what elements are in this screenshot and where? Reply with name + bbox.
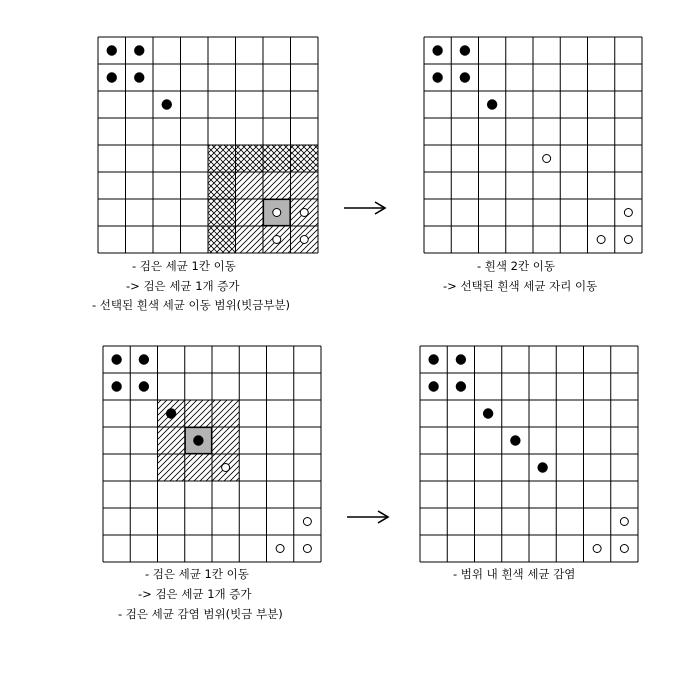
black-bacterium [428,354,438,364]
crosshatch-cell [291,145,319,172]
caption-top-right-line-2: -> 선택된 흰색 세균 자리 이동 [443,279,598,293]
black-bacterium [460,45,470,55]
black-bacterium [537,462,547,472]
black-bacterium [487,99,497,109]
black-bacterium [162,99,172,109]
white-bacterium [300,209,308,217]
black-bacterium [134,45,144,55]
crosshatch-cell [208,172,236,199]
white-bacterium [543,155,551,163]
board-bottom-right [419,345,639,563]
arrow-right-icon [342,198,390,218]
black-bacterium [428,381,438,391]
caption-top-left-line-3: - 선택된 흰색 세균 이동 범위(빗금부분) [92,298,291,312]
black-bacterium [510,435,520,445]
hatched-cell [158,427,185,454]
black-bacterium [432,72,442,82]
black-bacterium [139,354,149,364]
caption-bottom-left-line-3: - 검은 세균 감염 범위(빗금 부분) [118,607,283,621]
white-bacterium [276,545,284,553]
hatched-cell [236,199,264,226]
crosshatch-cell [263,145,291,172]
hatched-cell [263,172,291,199]
hatched-cell [158,454,185,481]
black-bacterium [432,45,442,55]
crosshatch-cell [208,226,236,253]
white-bacterium [624,209,632,217]
crosshatch-cell [236,145,264,172]
hatched-cell [236,226,264,253]
white-bacterium [303,545,311,553]
hatched-cell [212,427,239,454]
black-bacterium [166,408,176,418]
black-bacterium [107,45,117,55]
black-bacterium [483,408,493,418]
hatched-cell [212,400,239,427]
caption-bottom-left-line-2: -> 검은 세균 1개 증가 [138,587,252,601]
hatched-cell [236,172,264,199]
black-bacterium [193,435,203,445]
black-bacterium [107,72,117,82]
white-bacterium [620,518,628,526]
black-bacterium [111,354,121,364]
white-bacterium [624,236,632,244]
board-top-right [423,36,643,254]
black-bacterium [460,72,470,82]
black-bacterium [456,354,466,364]
caption-top-left-line-1: - 검은 세균 1칸 이동 [132,259,236,273]
hatched-cell [291,172,319,199]
caption-bottom-left-line-1: - 검은 세균 1칸 이동 [145,567,249,581]
white-bacterium [273,209,281,217]
white-bacterium [593,545,601,553]
white-bacterium [303,518,311,526]
caption-bottom-right-line-1: - 범위 내 흰색 세균 감염 [453,567,576,581]
hatched-cell [185,454,212,481]
black-bacterium [134,72,144,82]
black-bacterium [139,381,149,391]
caption-top-right-line-1: - 흰색 2칸 이동 [477,259,555,273]
arrow-right-icon [345,507,393,527]
white-bacterium [620,545,628,553]
crosshatch-cell [208,145,236,172]
white-bacterium [273,236,281,244]
black-bacterium [111,381,121,391]
white-bacterium [222,464,230,472]
board-top-left [97,36,319,254]
board-bottom-left [102,345,322,563]
hatched-cell [185,400,212,427]
black-bacterium [456,381,466,391]
caption-top-left-line-2: -> 검은 세균 1개 증가 [126,279,240,293]
crosshatch-cell [208,199,236,226]
white-bacterium [300,236,308,244]
white-bacterium [597,236,605,244]
